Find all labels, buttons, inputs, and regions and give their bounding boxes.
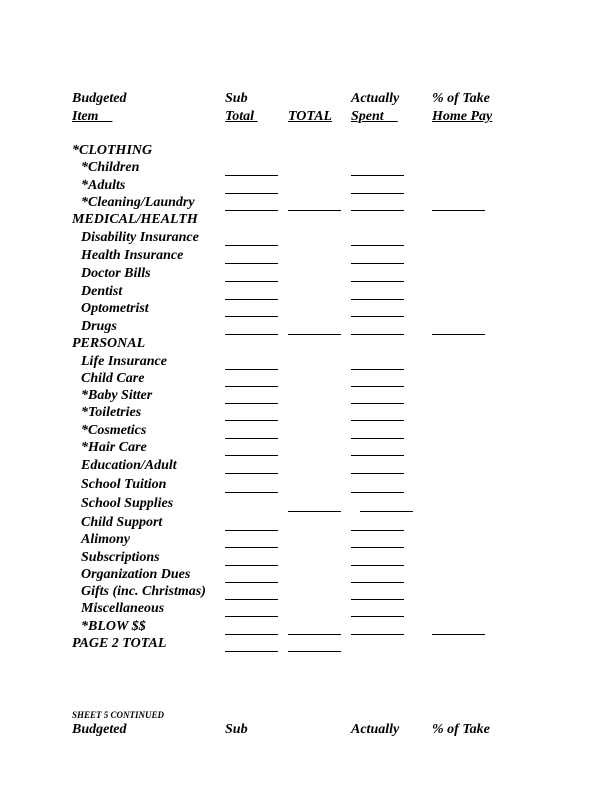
blank-actual-field[interactable] bbox=[351, 438, 404, 439]
blank-sub-field[interactable] bbox=[225, 263, 278, 264]
blank-sub-field[interactable] bbox=[225, 245, 278, 246]
blank-sub-field[interactable] bbox=[225, 193, 278, 194]
blank-sub-field[interactable] bbox=[225, 334, 278, 335]
blank-actual-field[interactable] bbox=[351, 599, 404, 600]
blank-pct-field[interactable] bbox=[432, 210, 485, 211]
blank-actual-field[interactable] bbox=[351, 565, 404, 566]
blank-sub-field[interactable] bbox=[225, 634, 278, 635]
budget-item-label: Education/Adult bbox=[81, 458, 177, 473]
header-total-sub: Total bbox=[225, 109, 258, 124]
blank-sub-field[interactable] bbox=[225, 616, 278, 617]
blank-sub-field[interactable] bbox=[225, 403, 278, 404]
blank-actual-field[interactable] bbox=[351, 473, 404, 474]
blank-sub-field[interactable] bbox=[225, 299, 278, 300]
budget-item-label: Organization Dues bbox=[81, 567, 191, 582]
blank-sub-field[interactable] bbox=[225, 492, 278, 493]
budget-item-label: School Tuition bbox=[81, 477, 167, 492]
budget-item-label: School Supplies bbox=[81, 496, 174, 511]
budget-item-label: Optometrist bbox=[81, 301, 149, 316]
budget-item-label: Doctor Bills bbox=[81, 266, 151, 281]
blank-actual-field[interactable] bbox=[351, 420, 404, 421]
blank-sub-field[interactable] bbox=[225, 420, 278, 421]
blank-total-field[interactable] bbox=[288, 210, 341, 211]
budget-item-label: Child Support bbox=[81, 515, 163, 530]
continued-header-sub: Sub bbox=[225, 722, 248, 737]
blank-actual-field[interactable] bbox=[351, 386, 404, 387]
header-spent: Spent bbox=[351, 109, 398, 124]
blank-actual-field[interactable] bbox=[351, 492, 404, 493]
budget-item-label: Health Insurance bbox=[81, 248, 184, 263]
blank-actual-field[interactable] bbox=[351, 281, 404, 282]
blank-sub-field[interactable] bbox=[225, 530, 278, 531]
blank-actual-field[interactable] bbox=[351, 210, 404, 211]
blank-actual-field[interactable] bbox=[351, 369, 404, 370]
blank-sub-field[interactable] bbox=[225, 386, 278, 387]
blank-actual-field[interactable] bbox=[351, 634, 404, 635]
budget-category-label: MEDICAL/HEALTH bbox=[72, 212, 198, 227]
budget-category-label: PAGE 2 TOTAL bbox=[72, 636, 167, 651]
blank-sub-field[interactable] bbox=[225, 651, 278, 652]
blank-pct-field[interactable] bbox=[432, 634, 485, 635]
blank-actual-field[interactable] bbox=[351, 175, 404, 176]
budget-item-label: Subscriptions bbox=[81, 550, 160, 565]
budget-item-label: Dentist bbox=[81, 284, 123, 299]
blank-sub-field[interactable] bbox=[225, 369, 278, 370]
blank-actual-field[interactable] bbox=[351, 193, 404, 194]
blank-actual-field[interactable] bbox=[351, 455, 404, 456]
blank-total-field[interactable] bbox=[288, 651, 341, 652]
blank-sub-field[interactable] bbox=[225, 210, 278, 211]
blank-actual-field[interactable] bbox=[351, 403, 404, 404]
blank-actual-field[interactable] bbox=[351, 530, 404, 531]
budget-item-label: *BLOW $$ bbox=[81, 619, 146, 634]
header-sub: Sub bbox=[225, 91, 248, 106]
continued-header-pct-take: % of Take bbox=[432, 722, 490, 737]
blank-total-field[interactable] bbox=[288, 634, 341, 635]
header-home-pay: Home Pay bbox=[432, 109, 493, 124]
blank-sub-field[interactable] bbox=[225, 175, 278, 176]
blank-sub-field[interactable] bbox=[225, 599, 278, 600]
budget-item-label: Gifts (inc. Christmas) bbox=[81, 584, 206, 599]
budget-category-label: *CLOTHING bbox=[72, 143, 153, 158]
budget-item-label: Child Care bbox=[81, 371, 145, 386]
budget-item-label: *Toiletries bbox=[81, 405, 142, 420]
blank-actual-field[interactable] bbox=[351, 299, 404, 300]
budget-item-label: *Cosmetics bbox=[81, 423, 147, 438]
blank-actual-field[interactable] bbox=[351, 334, 404, 335]
blank-actual-field[interactable] bbox=[360, 511, 413, 512]
header-budgeted: Budgeted bbox=[72, 91, 127, 106]
header-item: Item bbox=[72, 109, 113, 124]
sheet-continued-note: SHEET 5 CONTINUED bbox=[72, 710, 165, 720]
blank-total-field[interactable] bbox=[288, 334, 341, 335]
continued-header-budgeted: Budgeted bbox=[72, 722, 127, 737]
budget-item-label: *Children bbox=[81, 160, 140, 175]
blank-sub-field[interactable] bbox=[225, 455, 278, 456]
header-total: TOTAL bbox=[288, 109, 333, 124]
budget-item-label: Miscellaneous bbox=[81, 601, 165, 616]
blank-total-field[interactable] bbox=[288, 511, 341, 512]
blank-sub-field[interactable] bbox=[225, 547, 278, 548]
blank-sub-field[interactable] bbox=[225, 582, 278, 583]
blank-actual-field[interactable] bbox=[351, 316, 404, 317]
continued-header-actually: Actually bbox=[351, 722, 400, 737]
blank-sub-field[interactable] bbox=[225, 565, 278, 566]
budget-item-label: Disability Insurance bbox=[81, 230, 199, 245]
header-actually: Actually bbox=[351, 91, 400, 106]
blank-actual-field[interactable] bbox=[351, 245, 404, 246]
budget-category-label: PERSONAL bbox=[72, 336, 146, 351]
budget-item-label: Alimony bbox=[81, 532, 131, 547]
blank-sub-field[interactable] bbox=[225, 281, 278, 282]
header-pct-take: % of Take bbox=[432, 91, 490, 106]
blank-actual-field[interactable] bbox=[351, 547, 404, 548]
blank-sub-field[interactable] bbox=[225, 316, 278, 317]
budget-item-label: *Hair Care bbox=[81, 440, 147, 455]
blank-sub-field[interactable] bbox=[225, 438, 278, 439]
budget-item-label: *Adults bbox=[81, 178, 126, 193]
blank-actual-field[interactable] bbox=[351, 616, 404, 617]
budget-item-label: *Baby Sitter bbox=[81, 388, 153, 403]
budget-item-label: Drugs bbox=[81, 319, 117, 334]
blank-sub-field[interactable] bbox=[225, 473, 278, 474]
blank-actual-field[interactable] bbox=[351, 263, 404, 264]
blank-actual-field[interactable] bbox=[351, 582, 404, 583]
budget-item-label: Life Insurance bbox=[81, 354, 167, 369]
budget-item-label: *Cleaning/Laundry bbox=[81, 195, 195, 210]
blank-pct-field[interactable] bbox=[432, 334, 485, 335]
